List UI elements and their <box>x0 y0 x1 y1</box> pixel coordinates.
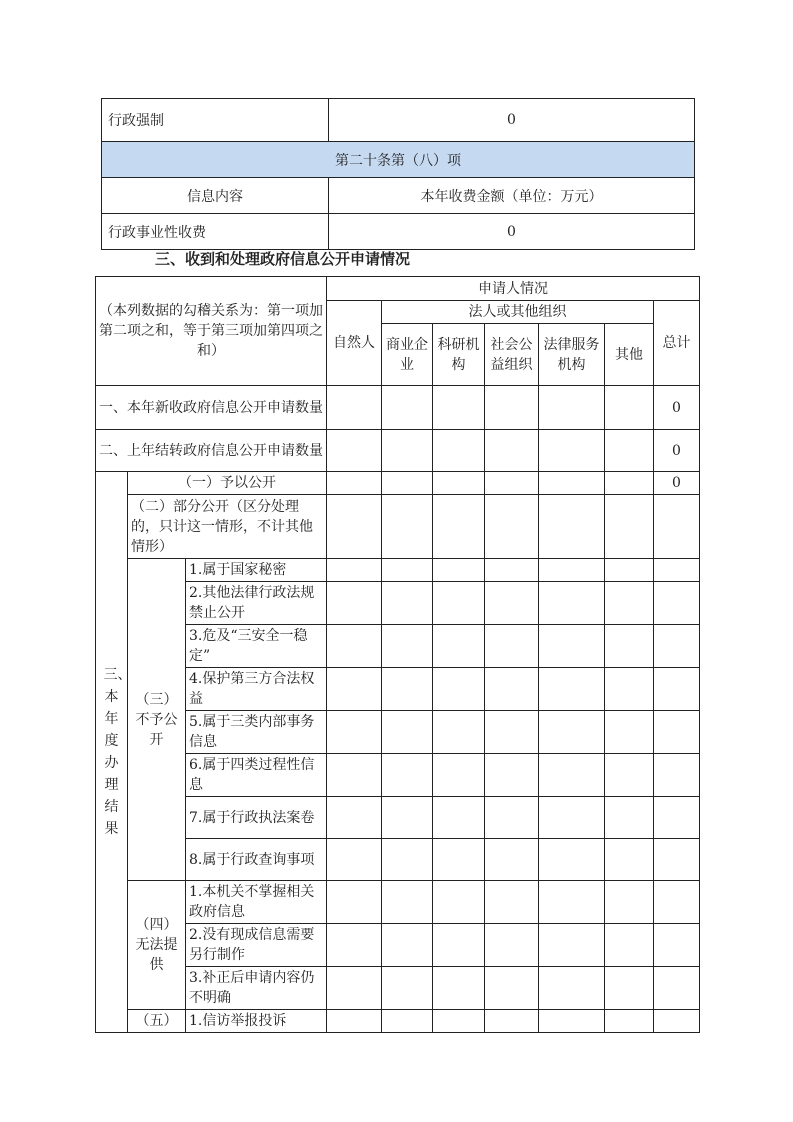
deny-item: 7.属于行政执法案卷 <box>186 797 327 839</box>
deny-item: 6.属于四类过程性信息 <box>186 754 327 797</box>
table-row <box>96 754 700 797</box>
header-natural-person: 自然人 <box>327 301 382 386</box>
table-row <box>102 214 695 250</box>
header-research: 科研机构 <box>433 324 485 386</box>
table-row <box>96 881 700 924</box>
unable-group-label: （四）无法提供 <box>128 881 186 1010</box>
table-row <box>96 1010 700 1033</box>
row-label: （一）予以公开 <box>128 472 327 495</box>
table-row <box>96 559 700 582</box>
row-value: 0 <box>329 99 695 142</box>
header-total: 总计 <box>654 301 700 386</box>
deny-item: 4.保护第三方合法权益 <box>186 668 327 711</box>
table-row <box>96 430 700 472</box>
table-row <box>102 99 695 142</box>
table-row <box>96 472 700 495</box>
section-title: 三、收到和处理政府信息公开申请情况 <box>155 250 411 268</box>
header-applicant: 申请人情况 <box>327 277 700 301</box>
row-label: 二、上年结转政府信息公开申请数量 <box>96 430 327 472</box>
header-note: （本列数据的勾稽关系为：第一项加第二项之和，等于第三项加第四项之和） <box>96 277 327 386</box>
applications-table <box>95 276 700 1033</box>
row-total: 0 <box>654 386 700 430</box>
deny-item: 2.其他法律行政法规禁止公开 <box>186 582 327 625</box>
header-business: 商业企业 <box>382 324 433 386</box>
table-row <box>96 711 700 754</box>
noprocess-item: 1.信访举报投诉 <box>186 1010 327 1033</box>
row-label: 行政事业性收费 <box>102 214 329 250</box>
table-row <box>96 625 700 668</box>
row-label: 行政强制 <box>102 99 329 142</box>
table-row <box>96 967 700 1010</box>
table-row <box>96 924 700 967</box>
result-group-label: 三、本年度办理结果 <box>96 472 128 1033</box>
unable-item: 1.本机关不掌握相关政府信息 <box>186 881 327 924</box>
table-row <box>96 582 700 625</box>
section-header: 第二十条第（八）项 <box>102 142 695 178</box>
deny-item: 3.危及“三安全一稳定” <box>186 625 327 668</box>
column-header-content: 信息内容 <box>102 178 329 214</box>
table-row <box>96 839 700 881</box>
deny-item: 1.属于国家秘密 <box>186 559 327 582</box>
table-row <box>96 797 700 839</box>
table-row <box>96 386 700 430</box>
row-label: 一、本年新收政府信息公开申请数量 <box>96 386 327 430</box>
header-social-welfare: 社会公益组织 <box>485 324 539 386</box>
row-value: 0 <box>329 214 695 250</box>
table-row <box>96 495 700 559</box>
deny-item: 5.属于三类内部事务信息 <box>186 711 327 754</box>
fee-table <box>101 98 695 250</box>
noprocess-group-label: （五） <box>128 1010 186 1033</box>
row-total: 0 <box>654 430 700 472</box>
row-total: 0 <box>654 472 700 495</box>
deny-item: 8.属于行政查询事项 <box>186 839 327 881</box>
row-label: （二）部分公开（区分处理的，只计这一情形，不计其他情形） <box>128 495 327 559</box>
unable-item: 2.没有现成信息需要另行制作 <box>186 924 327 967</box>
header-legal-org: 法人或其他组织 <box>382 301 654 324</box>
table-row <box>96 668 700 711</box>
header-other: 其他 <box>605 324 654 386</box>
unable-item: 3.补正后申请内容仍不明确 <box>186 967 327 1010</box>
table-header-row <box>102 178 695 214</box>
header-legal-service: 法律服务机构 <box>539 324 605 386</box>
deny-group-label: （三）不予公开 <box>128 559 186 881</box>
section-header-row <box>102 142 695 178</box>
column-header-amount: 本年收费金额（单位：万元） <box>329 178 695 214</box>
header-row-1 <box>96 277 700 301</box>
